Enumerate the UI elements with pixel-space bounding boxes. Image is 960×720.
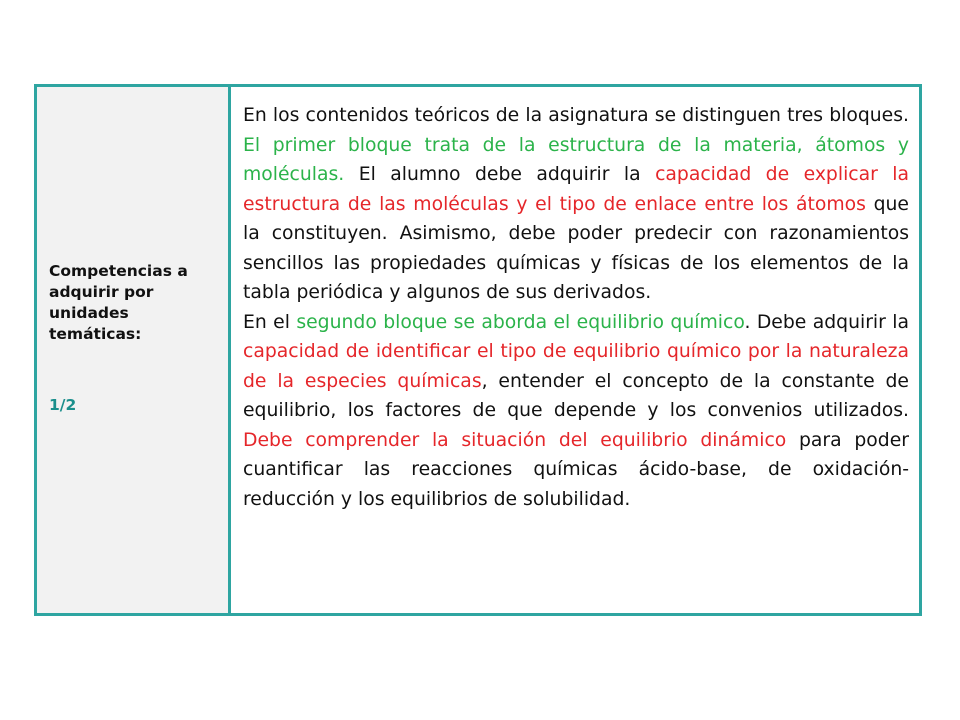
competencias-table (34, 84, 922, 616)
p2-highlight-red-1: capacidad de identificar el tipo de equilibrio químico por la naturaleza de la especies químicas (243, 341, 909, 392)
content-cell (231, 87, 919, 613)
p2-highlight-green: segundo bloque se aborda el equilibrio químico (296, 311, 745, 333)
p2-text-1: En el (243, 311, 297, 333)
p1-highlight-green: El primer bloque trata de la estructura de la materia, átomos y moléculas. (243, 134, 909, 185)
p2-text-2: . Debe adquirir la (744, 311, 909, 333)
label-title: Competencias a adquirir por unidades temáticas: (49, 262, 188, 343)
p1-text-3: que la constituyen. Asimismo, debe poder predecir con razonamientos sencillos las propiedades químicas y físicas de los elementos de la tabla periódica y algunos de sus derivados. (243, 193, 909, 303)
paragraph-first-block (243, 101, 909, 308)
p2-text-3: , entender el concepto de la constante de equilibrio, los factores de que depende y los convenios utilizados. (243, 370, 909, 421)
p1-text-2: El alumno debe adquirir la (344, 164, 656, 185)
p2-text-4: para poder cuantificar las reacciones químicas ácido-base, de oxidación-reducción y los equilibrios de solubilidad. (243, 429, 909, 510)
p2-highlight-red-2: Debe comprender la situación del equilibrio dinámico (243, 429, 787, 451)
paragraph-second-block (243, 308, 909, 515)
label-cell (37, 87, 231, 613)
page-indicator: 1/2 (49, 396, 77, 414)
p1-text-1: En los contenidos teóricos de la asignatura se distinguen tres bloques. (243, 105, 909, 126)
p1-highlight-red: capacidad de explicar la estructura de las moléculas y el tipo de enlace entre los átomos (243, 164, 910, 215)
